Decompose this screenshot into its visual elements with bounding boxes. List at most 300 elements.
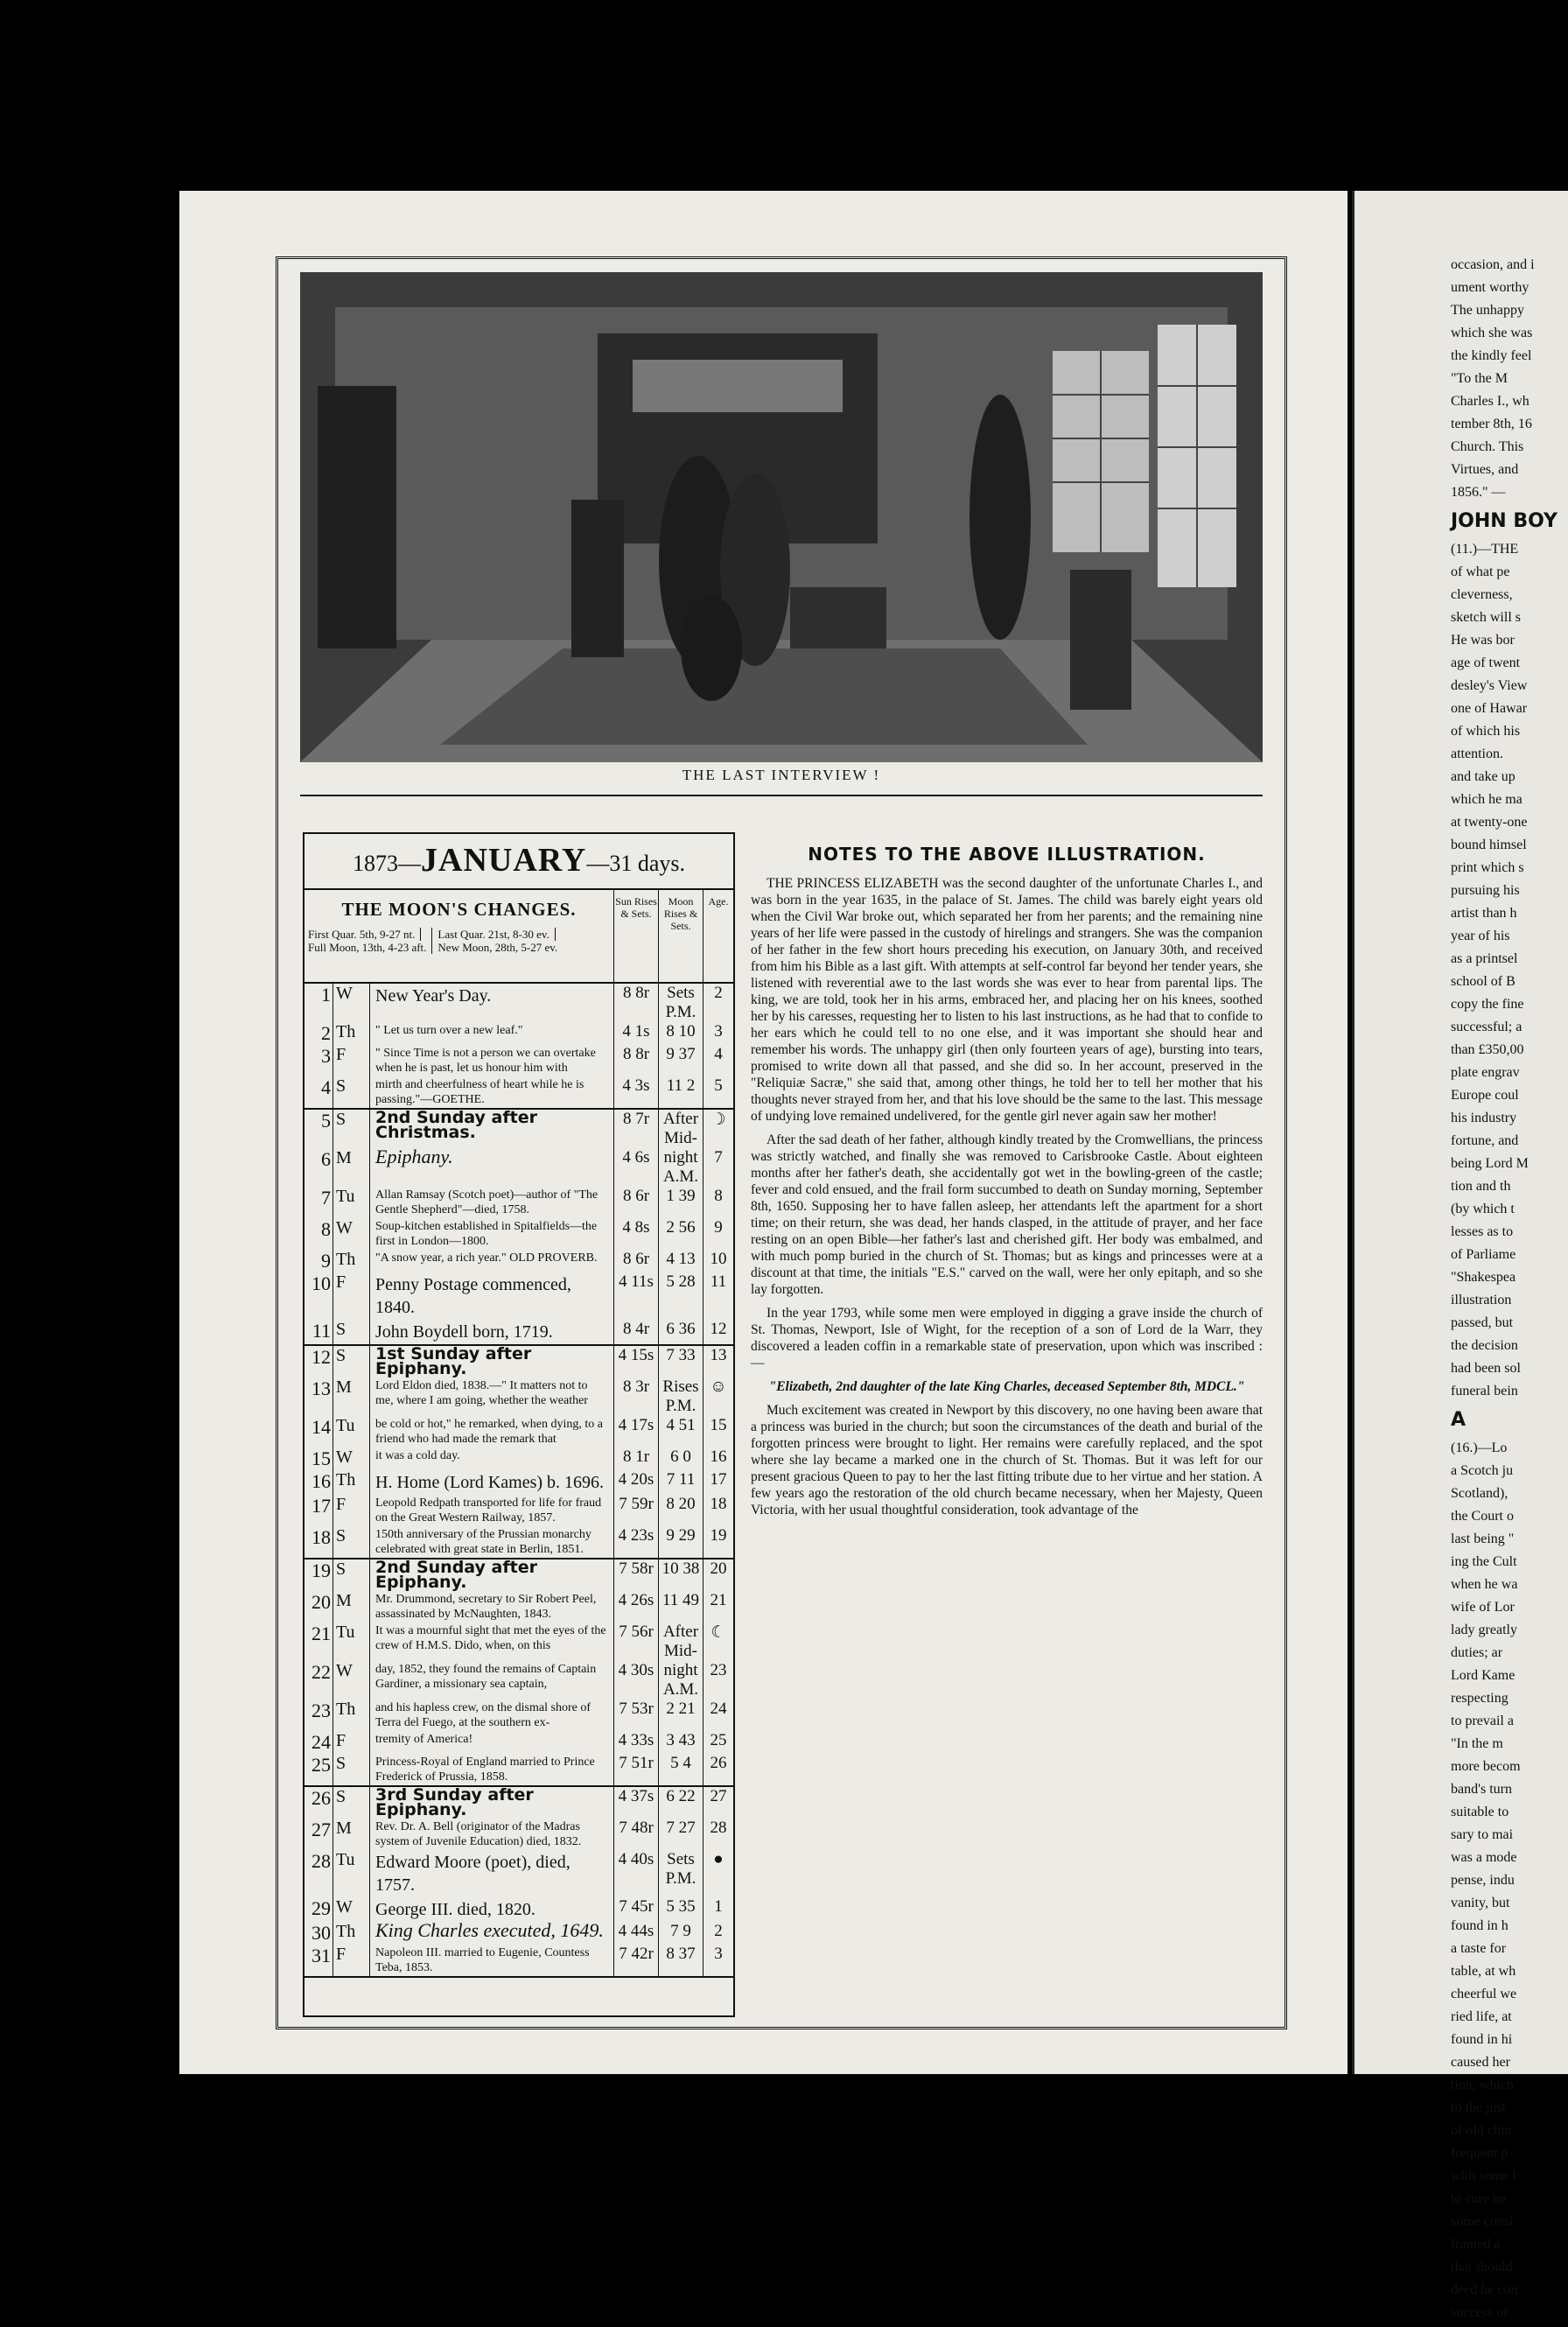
- moon-age: 23: [710, 1661, 727, 1679]
- day-event: Penny Postage commenced, 1840.: [370, 1272, 614, 1320]
- facing-line: found in hi: [1451, 2032, 1513, 2047]
- weekday: Th: [332, 1470, 370, 1495]
- facing-line: respecting: [1451, 1691, 1508, 1706]
- weekday: F: [332, 1495, 370, 1526]
- facing-line: that should: [1451, 2260, 1513, 2274]
- weekday: W: [332, 984, 370, 1022]
- facing-line: had been sol: [1451, 1361, 1521, 1376]
- calendar-row: [304, 1495, 733, 1526]
- weekday: S: [332, 1110, 370, 1148]
- facing-line: to the just: [1451, 2100, 1507, 2115]
- day-event: Lord Eldon died, 1838.—" It matters not to me, where I am going, whether the weather: [370, 1377, 614, 1416]
- facing-line: cheerful we: [1451, 1987, 1517, 2001]
- moon-age: 21: [710, 1591, 727, 1609]
- day-number: 4: [321, 1076, 331, 1098]
- day-event: Soup-kitchen established in Spitalfields—the first in London—1800.: [370, 1218, 614, 1250]
- day-number: 21: [312, 1623, 331, 1644]
- day-event: " Since Time is not a person we can overtake when he is past, let us honour him with: [370, 1045, 614, 1076]
- moon-time: Rises P.M.: [659, 1377, 704, 1416]
- moon-age: 27: [710, 1787, 727, 1805]
- notes-paragraph: THE PRINCESS ELIZABETH was the second daughter of the unfortunate Charles I., and was born in the year 1635, in the palace of St. James. The child was barely eight years old when the Civil War broke out, which separated her from her parents; and the remaining nine years of her life were passed in the custody of hirelings and strangers. She was the companion of her father in the few short hours preceding his execution, on January 30th, and received from him his Bible as a last gift. With attempts at self-control far beyond her tender years, she listened with reverential awe to the last words she was ever to hear from parental lips. The king, we are told, took her in his arms, embraced her, and placing her on his knees, soothed her by his caresses, requesting her to listen to his last instructions, as he had that to confide to her ears which he could tell to no one else, and it was important she should hear and remember his words. The unhappy girl (then only fourteen years of age), bursting into tears, promised to write down all that passed, and she did so. In her account, preserved in the "Reliquiæ Sacræ," she said that, among other things, he told her to tell her mother that his thoughts never strayed from her, and that his love should be the same to the last. This message of undying love remained undelivered, for the gentle girl never again saw her mother!: [751, 876, 1263, 1124]
- calendar-row: [304, 1526, 733, 1558]
- weekday: Tu: [332, 1187, 370, 1218]
- day-event: 3rd Sunday after Epiphany.: [370, 1787, 614, 1819]
- moon-age: 4: [714, 1045, 723, 1063]
- moon-age: 19: [710, 1526, 727, 1545]
- facing-line: lady greatly: [1451, 1623, 1517, 1637]
- calendar-row: [304, 1591, 733, 1623]
- sun-time: 4 8s: [614, 1218, 659, 1250]
- calendar-month: JANUARY: [421, 842, 587, 879]
- facing-line: Scotland),: [1451, 1486, 1508, 1501]
- facing-page-text: [1451, 256, 1568, 2327]
- day-number: 23: [312, 1700, 331, 1721]
- day-number: 2: [321, 1022, 331, 1044]
- calendar-header: [304, 888, 733, 984]
- calendar-row: [304, 1560, 733, 1591]
- moon-time: 9 29: [659, 1526, 704, 1558]
- calendar-row: [304, 1819, 733, 1850]
- moon-time: 6 22: [659, 1787, 704, 1819]
- calendar-row: [304, 1218, 733, 1250]
- sun-time: 7 58r: [614, 1560, 659, 1591]
- sun-time: 4 33s: [614, 1731, 659, 1754]
- facing-line: a Scotch ju: [1451, 1463, 1514, 1478]
- sun-time: 8 6r: [614, 1187, 659, 1218]
- facing-line: at twenty-one: [1451, 815, 1528, 830]
- weekday: S: [332, 1754, 370, 1785]
- notes-paragraph: After the sad death of her father, although kindly treated by the Cromwellians, the princess was strictly watched, and finally she was removed to Carisbrooke Castle. About eighteen months after her father's death, she accidentally got wet in the bowling-green of the castle; fever and cold ensued, and the frail form succumbed to death on Sunday morning, September 8th, 1650. Supposing her to have fallen asleep, her attendants left the apartment for a short time; on their return, she was dead, her hands clasped, in the attitude of prayer, and her face resting on an open Bible—her father's last and cherished gift. Her body was embalmed, and with much pomp buried in the church of St. Thomas; but as kings and princesses were at a discount at that time, the initials "E.S." carved on the wall, were her only epitaph, and so she lay forgotten.: [751, 1132, 1263, 1297]
- moon-age: 26: [710, 1754, 727, 1772]
- facing-line: than £350,00: [1451, 1042, 1524, 1057]
- notes-paragraph: Much excitement was created in Newport by this discovery, no one having been aware that a princess was buried in the church; but soon the circumstances of the death and burial of the forgotten princess were brought to light. Her remains were carefully replaced, and the spot where she lay became a marked one in the church of St. Thomas. But it was left for our present gracious Queen to pay to her the last fitting tribute due to her virtue and her station. A few years ago the restoration of the old church became necessary, when her Majesty, Queen Victoria, with her usual thoughtful consideration, took advantage of the: [751, 1403, 1263, 1517]
- facing-line: "To the M: [1451, 371, 1508, 386]
- facing-line: caused her: [1451, 2055, 1510, 2070]
- day-number: 31: [312, 1945, 331, 1966]
- weekday: F: [332, 1045, 370, 1076]
- facing-line: last being ": [1451, 1531, 1515, 1546]
- facing-line: pursuing his: [1451, 883, 1520, 898]
- facing-line: fortune, and: [1451, 1133, 1519, 1148]
- moon-age: 25: [710, 1731, 727, 1749]
- calendar-row: [304, 1320, 733, 1344]
- sun-time: 4 20s: [614, 1470, 659, 1495]
- weekday: Th: [332, 1922, 370, 1945]
- moon-age: 5: [714, 1076, 723, 1095]
- moon-time: 10 38: [659, 1560, 704, 1591]
- day-event: 150th anniversary of the Prussian monarchy celebrated with great state in Berlin, 1851.: [370, 1526, 614, 1558]
- facing-line: lesses as to: [1451, 1224, 1514, 1239]
- facing-line: framed a: [1451, 2237, 1501, 2252]
- weekday: W: [332, 1661, 370, 1700]
- calendar-row: [304, 1623, 733, 1661]
- moon-age: ●: [713, 1850, 724, 1868]
- moon-age: 2: [714, 1922, 723, 1940]
- sun-time: 4 3s: [614, 1076, 659, 1108]
- sun-time: 4 44s: [614, 1922, 659, 1945]
- calendar-row: [304, 1377, 733, 1416]
- day-event: 2nd Sunday after Christmas.: [370, 1110, 614, 1148]
- facing-line: bound himsel: [1451, 838, 1527, 852]
- day-event: and his hapless crew, on the dismal shore of Terra del Fuego, at the southern ex-: [370, 1700, 614, 1731]
- calendar-row: [304, 1110, 733, 1148]
- moon-time: 2 56: [659, 1218, 704, 1250]
- calendar-row: [304, 1148, 733, 1187]
- calendar-row: [304, 1346, 733, 1377]
- age-column-header: Age.: [708, 895, 729, 908]
- calendar-week: [304, 984, 733, 1110]
- weekday: S: [332, 1076, 370, 1108]
- facing-line: artist than h: [1451, 906, 1517, 921]
- facing-line: successful; a: [1451, 1020, 1522, 1034]
- day-number: 19: [312, 1560, 331, 1581]
- day-event: Mr. Drummond, secretary to Sir Robert Peel, assassinated by McNaughten, 1843.: [370, 1591, 614, 1623]
- moon-age: 16: [710, 1447, 727, 1466]
- facing-line: attention.: [1451, 746, 1503, 761]
- sun-time: 7 53r: [614, 1700, 659, 1731]
- moon-age: ☽: [710, 1111, 726, 1129]
- day-event: H. Home (Lord Kames) b. 1696.: [370, 1470, 614, 1495]
- moon-age: 28: [710, 1819, 727, 1837]
- moon-time: 11 49: [659, 1591, 704, 1623]
- moon-time: 8 20: [659, 1495, 704, 1526]
- facing-line: year of his: [1451, 929, 1510, 943]
- day-number: 26: [312, 1787, 331, 1809]
- weekday: M: [332, 1819, 370, 1850]
- sun-time: 7 56r: [614, 1623, 659, 1661]
- moon-age: 24: [710, 1700, 727, 1718]
- moon-time: night A.M.: [659, 1148, 704, 1187]
- day-number: 29: [312, 1897, 331, 1919]
- weekday: S: [332, 1320, 370, 1344]
- moon-time: 8 10: [659, 1022, 704, 1045]
- sun-time: 4 37s: [614, 1787, 659, 1819]
- calendar-row: [304, 1416, 733, 1447]
- facing-line: of Parliame: [1451, 1247, 1516, 1262]
- moon-age: 13: [710, 1346, 727, 1364]
- weekday: F: [332, 1272, 370, 1320]
- moon-phase: First Quar. 5th, 9-27 nt.: [308, 928, 421, 941]
- day-event: Princess-Royal of England married to Prince Frederick of Prussia, 1858.: [370, 1754, 614, 1785]
- illustration-caption: THE LAST INTERVIEW !: [682, 767, 881, 783]
- sun-time: 4 15s: [614, 1346, 659, 1377]
- facing-line: Virtues, and: [1451, 462, 1519, 477]
- day-number: 5: [321, 1110, 331, 1132]
- facing-line: his industry: [1451, 1111, 1517, 1125]
- moon-time: 6 0: [659, 1447, 704, 1470]
- weekday: Tu: [332, 1416, 370, 1447]
- day-number: 18: [312, 1526, 331, 1548]
- day-number: 28: [312, 1850, 331, 1872]
- facing-line: copy the fine: [1451, 997, 1524, 1012]
- interview-scene-image: [300, 272, 1263, 762]
- facing-line: which he ma: [1451, 792, 1522, 807]
- facing-line: pense, indu: [1451, 1873, 1515, 1888]
- calendar-row: [304, 1250, 733, 1272]
- sun-time: 7 45r: [614, 1897, 659, 1922]
- facing-line: frequent p: [1451, 2146, 1508, 2161]
- day-number: 3: [321, 1045, 331, 1067]
- facing-page: [1352, 191, 1568, 2320]
- sun-time: 4 6s: [614, 1148, 659, 1187]
- facing-line: the decision: [1451, 1338, 1518, 1353]
- moon-time: 8 37: [659, 1945, 704, 1976]
- page-frame: [276, 256, 1287, 2029]
- coffin-inscription: "Elizabeth, 2nd daughter of the late King Charles, deceased September 8th, MDCL.": [768, 1379, 1245, 1394]
- calendar-days: 31 days.: [609, 851, 685, 876]
- moon-time: night A.M.: [659, 1661, 704, 1700]
- moon-age: 18: [710, 1495, 727, 1513]
- facing-line: Charles I., wh: [1451, 394, 1530, 409]
- moon-age: 3: [714, 1022, 723, 1041]
- weekday: F: [332, 1731, 370, 1754]
- notes-paragraph: In the year 1793, while some men were employed in digging a grave inside the church of St. Thomas, Newport, Isle of Wight, for the reception of a son of Lord de la Warr, they discovered a leaden coffin in a remarkable state of preservation, upon which was inscribed :—: [751, 1306, 1263, 1370]
- moon-time: 6 36: [659, 1320, 704, 1344]
- weekday: M: [332, 1148, 370, 1187]
- day-event: King Charles executed, 1649.: [370, 1922, 614, 1945]
- calendar-table: [303, 832, 735, 2017]
- calendar-row: [304, 1731, 733, 1754]
- calendar-row: [304, 1754, 733, 1785]
- weekday: S: [332, 1526, 370, 1558]
- day-event: Epiphany.: [370, 1148, 614, 1187]
- facing-line: cleverness,: [1451, 587, 1513, 602]
- moon-age: 17: [710, 1470, 727, 1489]
- facing-line: plate engrav: [1451, 1065, 1520, 1080]
- sun-column-header: Sun Rises & Sets.: [614, 890, 659, 982]
- moon-age: 3: [714, 1945, 723, 1963]
- weekday: S: [332, 1346, 370, 1377]
- sun-time: 8 8r: [614, 984, 659, 1022]
- day-number: 17: [312, 1495, 331, 1517]
- moon-time: 9 37: [659, 1045, 704, 1076]
- moon-age: 2: [714, 984, 723, 1002]
- sun-time: 7 48r: [614, 1819, 659, 1850]
- facing-line: (16.)—Lo: [1451, 1440, 1508, 1455]
- moon-time: 1 39: [659, 1187, 704, 1218]
- sun-time: 8 3r: [614, 1377, 659, 1416]
- day-event: Edward Moore (poet), died, 1757.: [370, 1850, 614, 1897]
- moon-time: Sets P.M.: [659, 984, 704, 1022]
- facing-line: the Court o: [1451, 1509, 1514, 1524]
- facing-line: band's turn: [1451, 1782, 1512, 1797]
- moon-time: 11 2: [659, 1076, 704, 1108]
- facing-line: wife of Lor: [1451, 1600, 1515, 1615]
- facing-line: the kindly feel: [1451, 348, 1532, 363]
- sun-time: 4 30s: [614, 1661, 659, 1700]
- moon-age: 20: [710, 1560, 727, 1578]
- day-number: 14: [312, 1416, 331, 1438]
- day-number: 13: [312, 1377, 331, 1399]
- weekday: F: [332, 1945, 370, 1976]
- day-number: 1: [321, 984, 331, 1006]
- facing-line: of what pe: [1451, 564, 1510, 579]
- day-event: be cold or hot," he remarked, when dying, to a friend who had made the remark that: [370, 1416, 614, 1447]
- facing-line: some consi: [1451, 2214, 1514, 2229]
- moon-time: 2 21: [659, 1700, 704, 1731]
- notes-title: NOTES TO THE ABOVE ILLUSTRATION.: [808, 844, 1206, 865]
- calendar-row: [304, 1787, 733, 1819]
- illustration-notes: [751, 837, 1263, 2009]
- sun-time: 4 11s: [614, 1272, 659, 1320]
- moon-time: 7 9: [659, 1922, 704, 1945]
- day-event: it was a cold day.: [370, 1447, 614, 1470]
- facing-line: The unhappy: [1451, 303, 1524, 318]
- calendar-row: [304, 1076, 733, 1108]
- facing-line: sketch will s: [1451, 610, 1521, 625]
- weekday: W: [332, 1218, 370, 1250]
- calendar-row: [304, 1945, 733, 1976]
- day-event: 1st Sunday after Epiphany.: [370, 1346, 614, 1377]
- calendar-week: [304, 1346, 733, 1560]
- facing-line: ing the Cult: [1451, 1554, 1517, 1569]
- facing-line: of which his: [1451, 724, 1521, 739]
- day-number: 15: [312, 1447, 331, 1469]
- calendar-row: [304, 1919, 733, 1945]
- moon-age: 9: [714, 1218, 723, 1237]
- facing-line: more becom: [1451, 1759, 1521, 1774]
- facing-line: Lord Kame: [1451, 1668, 1516, 1683]
- weekday: S: [332, 1787, 370, 1819]
- weekday: M: [332, 1377, 370, 1416]
- facing-line: sary to mai: [1451, 1827, 1514, 1842]
- almanac-page: [179, 191, 1348, 2074]
- sun-time: 4 1s: [614, 1022, 659, 1045]
- day-event: tremity of America!: [370, 1731, 614, 1754]
- calendar-row: [304, 984, 733, 1022]
- sun-time: 7 51r: [614, 1754, 659, 1785]
- sun-time: 7 59r: [614, 1495, 659, 1526]
- calendar-row: [304, 1700, 733, 1731]
- moon-time: 3 43: [659, 1731, 704, 1754]
- weekday: Tu: [332, 1623, 370, 1661]
- facing-line: school of B: [1451, 974, 1516, 989]
- calendar-row: [304, 1022, 733, 1045]
- day-event: day, 1852, they found the remains of Captain Gardiner, a missionary sea captain,: [370, 1661, 614, 1700]
- moon-age: 11: [710, 1272, 727, 1291]
- facing-line: which she was: [1451, 326, 1533, 340]
- facing-line: vanity, but: [1451, 1896, 1510, 1910]
- moon-age: 15: [710, 1416, 727, 1434]
- moon-age: 12: [710, 1320, 727, 1338]
- sun-time: 7 42r: [614, 1945, 659, 1976]
- day-event: George III. died, 1820.: [370, 1897, 614, 1922]
- facing-line: ried life, at: [1451, 2009, 1512, 2024]
- calendar-row: [304, 1447, 733, 1470]
- moon-age: 1: [714, 1897, 723, 1916]
- facing-line: print which s: [1451, 860, 1524, 875]
- facing-line: Church. This: [1451, 439, 1524, 454]
- facing-line: success of: [1451, 2305, 1508, 2320]
- day-event: Rev. Dr. A. Bell (originator of the Madras system of Juvenile Education) died, 1832.: [370, 1819, 614, 1850]
- moon-time: 4 51: [659, 1416, 704, 1447]
- day-number: 10: [312, 1272, 331, 1294]
- weekday: W: [332, 1897, 370, 1922]
- facing-line: age of twent: [1451, 655, 1521, 670]
- sun-time: 8 6r: [614, 1250, 659, 1272]
- facing-line: with some l: [1451, 2169, 1516, 2183]
- day-number: 11: [312, 1320, 331, 1342]
- sun-time: 8 1r: [614, 1447, 659, 1470]
- facing-line: (11.)—THE: [1451, 542, 1519, 557]
- facing-line: was a mode: [1451, 1850, 1517, 1865]
- facing-line: tion and th: [1451, 1179, 1511, 1194]
- moon-phase: New Moon, 28th, 5-27 ev.: [438, 941, 558, 954]
- facing-line: "In the m: [1451, 1736, 1503, 1751]
- moon-time: 5 28: [659, 1272, 704, 1320]
- day-event: It was a mournful sight that met the eyes of the crew of H.M.S. Dido, when, on this: [370, 1623, 614, 1661]
- calendar-row: [304, 1850, 733, 1897]
- facing-line: (by which t: [1451, 1202, 1515, 1216]
- moon-phase: Last Quar. 21st, 8-30 ev.: [438, 928, 555, 941]
- facing-line: suitable to: [1451, 1805, 1509, 1819]
- facing-line: as a printsel: [1451, 951, 1518, 966]
- facing-line: to prevail a: [1451, 1714, 1514, 1728]
- moon-changes-title: THE MOON'S CHANGES.: [341, 899, 577, 920]
- calendar-row: [304, 1187, 733, 1218]
- calendar-week: [304, 1560, 733, 1787]
- moon-time: 5 4: [659, 1754, 704, 1785]
- facing-line: a taste for: [1451, 1941, 1507, 1956]
- weekday: W: [332, 1447, 370, 1470]
- calendar-row: [304, 1272, 733, 1320]
- calendar-row: [304, 1470, 733, 1495]
- moon-age: 8: [714, 1187, 723, 1205]
- day-number: 12: [312, 1346, 331, 1368]
- facing-line: one of Hawar: [1451, 701, 1528, 716]
- facing-line: deed he con: [1451, 2282, 1518, 2297]
- sun-time: 8 8r: [614, 1045, 659, 1076]
- facing-line: duties; ar: [1451, 1645, 1503, 1660]
- facing-line: to cure he: [1451, 2191, 1507, 2206]
- day-event: 2nd Sunday after Epiphany.: [370, 1560, 614, 1591]
- day-number: 16: [312, 1470, 331, 1492]
- day-number: 8: [321, 1218, 331, 1240]
- calendar-row: [304, 1897, 733, 1922]
- day-number: 25: [312, 1754, 331, 1776]
- facing-line: He was bor: [1451, 633, 1515, 648]
- weekday: Th: [332, 1022, 370, 1045]
- facing-line: ument worthy: [1451, 280, 1530, 295]
- day-event: Leopold Redpath transported for life for fraud on the Great Western Railway, 1857.: [370, 1495, 614, 1526]
- facing-line: illustration: [1451, 1293, 1512, 1307]
- facing-line: occasion, and i: [1451, 257, 1535, 272]
- facing-line: 1856." —: [1451, 485, 1506, 500]
- moon-time: Sets P.M.: [659, 1850, 704, 1897]
- moon-age: ☾: [710, 1623, 726, 1642]
- calendar-week: [304, 1110, 733, 1346]
- day-number: 20: [312, 1591, 331, 1613]
- sun-time: 8 4r: [614, 1320, 659, 1344]
- day-event: " Let us turn over a new leaf.": [370, 1022, 614, 1045]
- day-event: New Year's Day.: [370, 984, 614, 1022]
- day-number: 22: [312, 1661, 331, 1683]
- sun-time: 4 23s: [614, 1526, 659, 1558]
- day-event: John Boydell born, 1719.: [370, 1320, 614, 1344]
- moon-time: 4 13: [659, 1250, 704, 1272]
- sun-time: 4 26s: [614, 1591, 659, 1623]
- moon-time: After Mid-: [659, 1110, 704, 1148]
- facing-line: passed, but: [1451, 1315, 1514, 1330]
- moon-age: ☺: [710, 1377, 727, 1396]
- moon-age: 7: [714, 1148, 723, 1167]
- facing-heading: A: [1451, 1409, 1466, 1431]
- facing-line: being Lord M: [1451, 1156, 1529, 1171]
- day-number: 6: [321, 1148, 331, 1170]
- facing-line: Europe coul: [1451, 1088, 1519, 1103]
- moon-time: 5 35: [659, 1897, 704, 1922]
- day-number: 24: [312, 1731, 331, 1753]
